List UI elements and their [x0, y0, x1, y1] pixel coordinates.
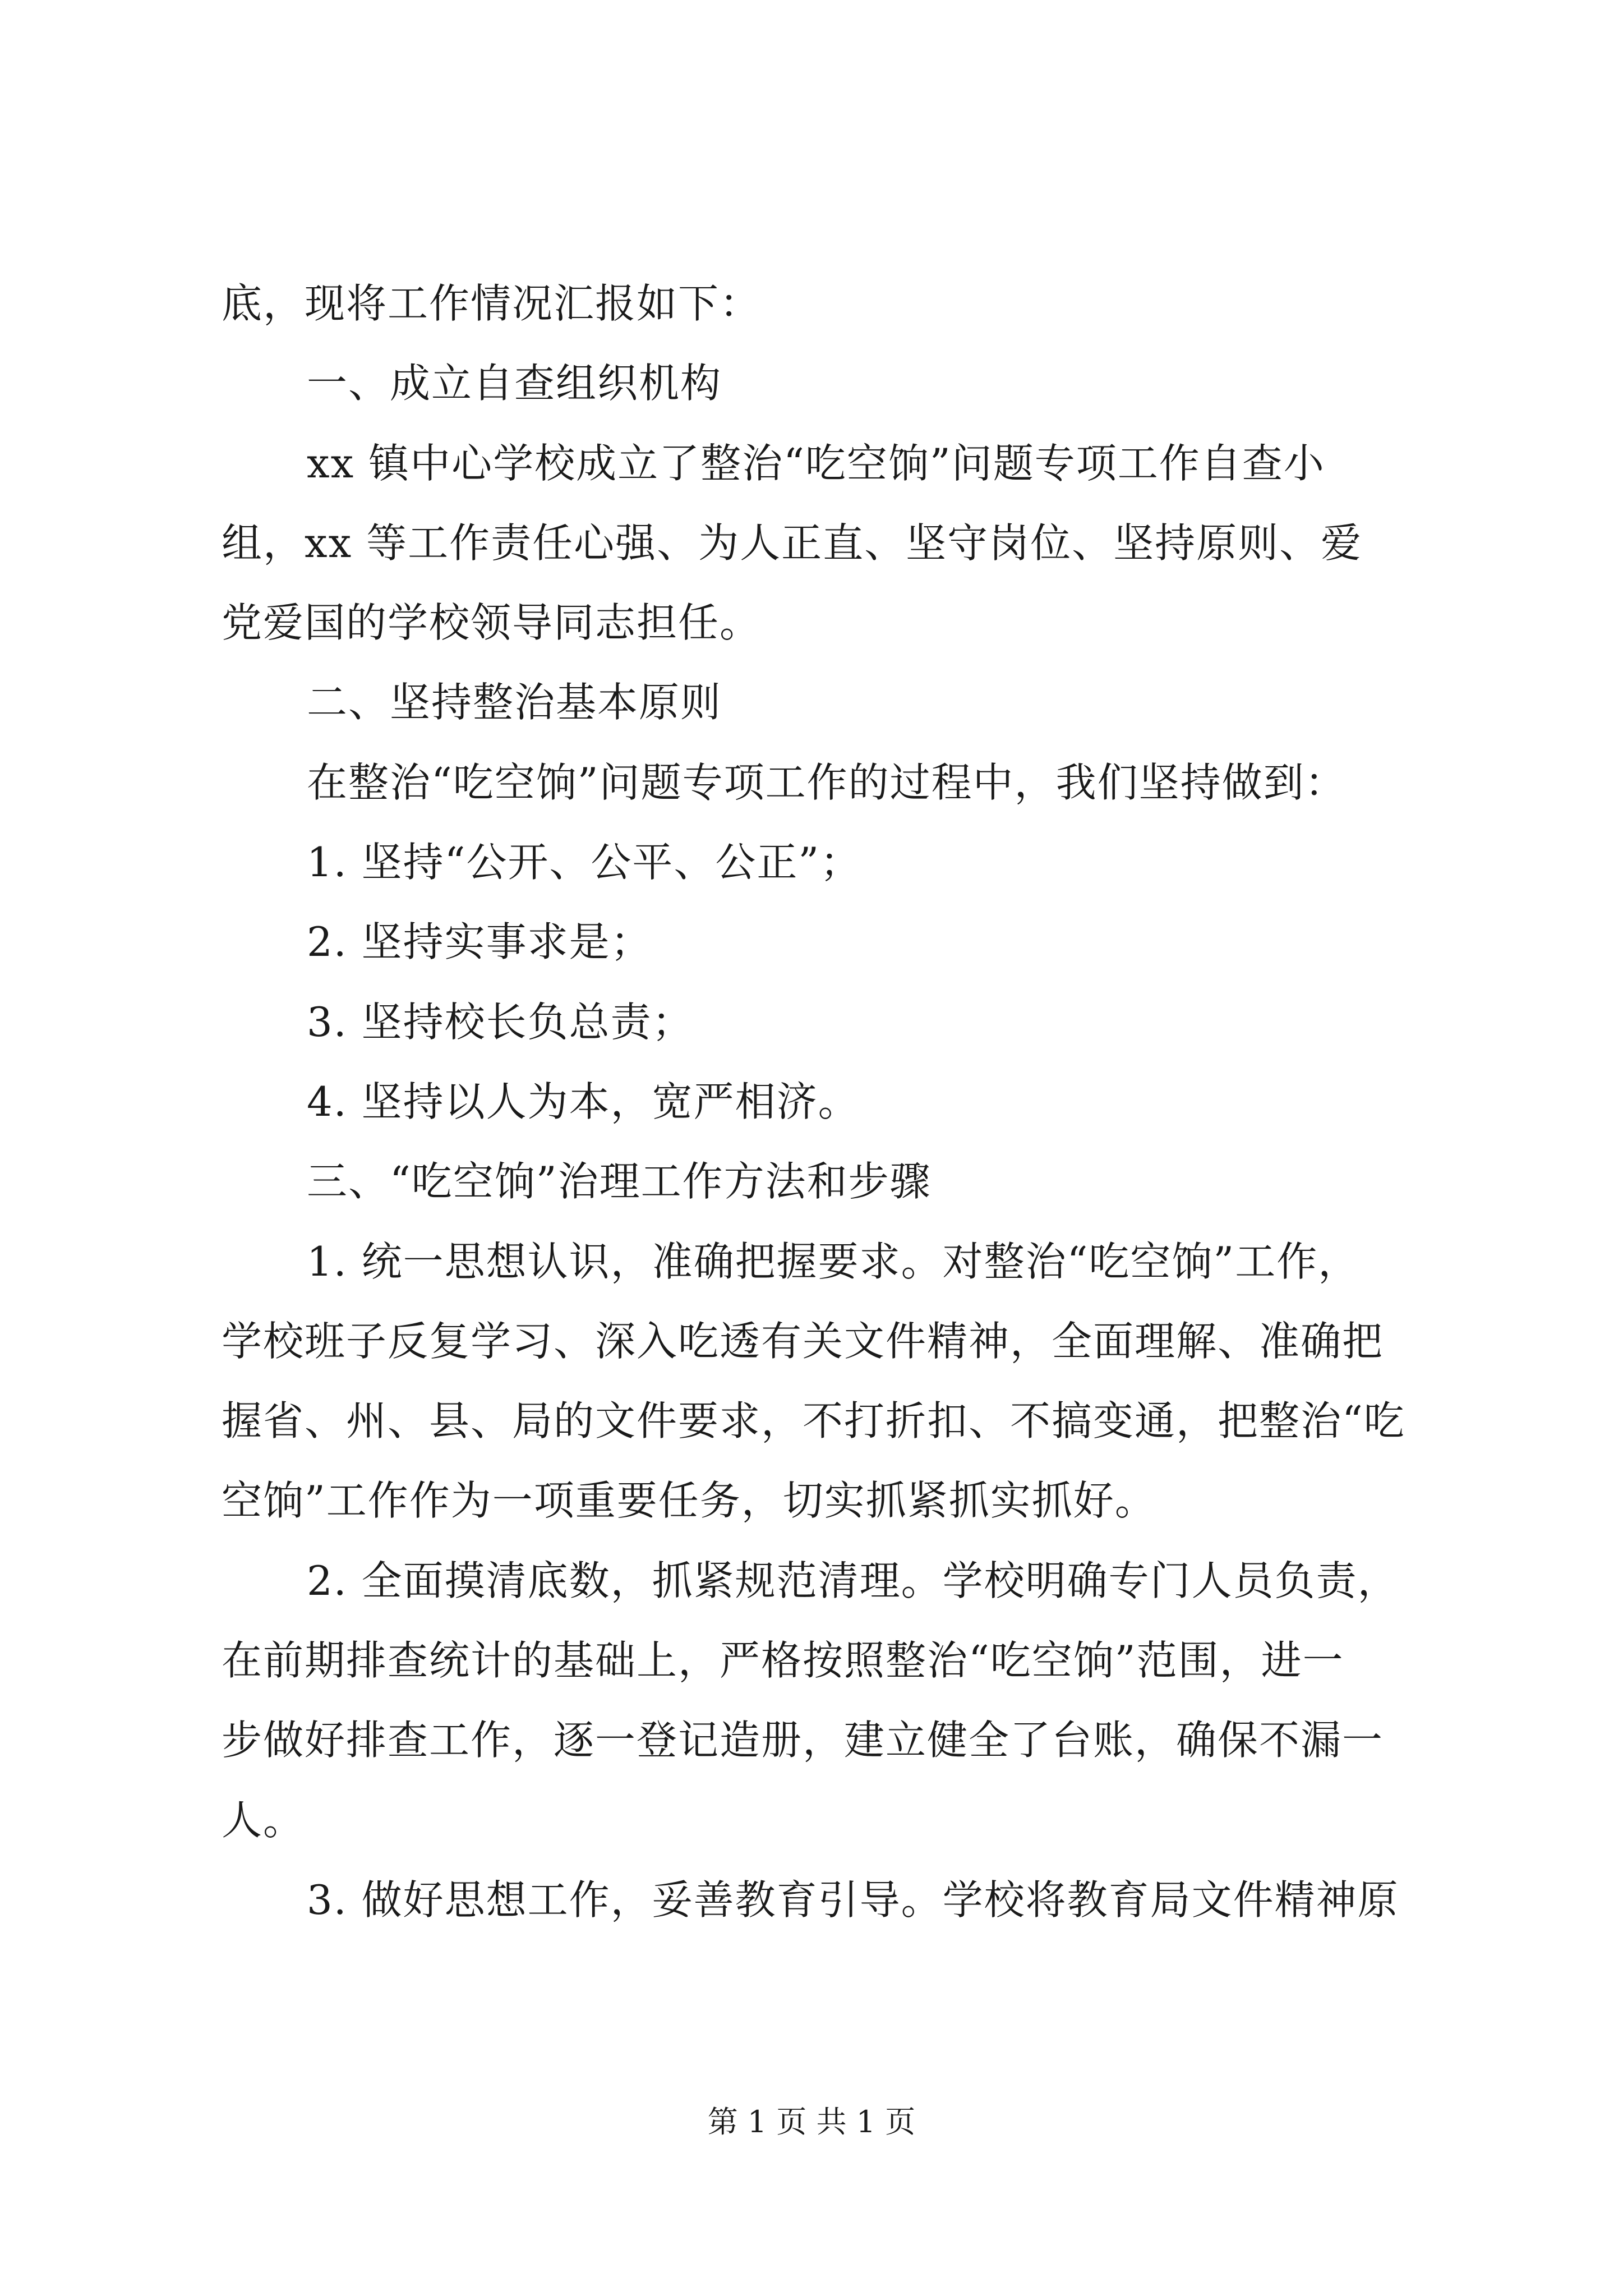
section-heading: 一、成立自查组织机构 [307, 360, 722, 407]
list-item: 4. 坚持以人为本，宽严相济。 [307, 1078, 860, 1125]
text-line: 3. 做好思想工作，妥善教育引导。学校将教育局文件精神原 [307, 1876, 1399, 1924]
text-line: 组，xx 等工作责任心强、为人正直、坚守岗位、坚持原则、爱 [222, 519, 1363, 567]
list-item: 1. 坚持“公开、公平、公正”； [307, 839, 862, 886]
text-line: 握省、州、县、局的文件要求，不打折扣、不搞变通，把整治“吃 [222, 1397, 1405, 1445]
text-line: 空饷”工作作为一项重要任务，切实抓紧抓实抓好。 [222, 1477, 1156, 1525]
list-item: 2. 坚持实事求是； [307, 918, 652, 966]
page-footer: 第 1 页 共 1 页 [707, 2104, 916, 2139]
text-line: 步做好排查工作，逐一登记造册，建立健全了台账，确保不漏一 [222, 1717, 1384, 1764]
text-line: 2. 全面摸清底数，抓紧规范清理。学校明确专门人员负责， [307, 1557, 1399, 1604]
text-line: 底，现将工作情况汇报如下： [222, 280, 762, 327]
text-line: 学校班子反复学习、深入吃透有关文件精神，全面理解、准确把 [222, 1317, 1384, 1365]
text-line: 人。 [222, 1796, 305, 1844]
document-body [222, 264, 1427, 1940]
text-line: 1. 统一思想认识，准确把握要求。对整治“吃空饷”工作， [307, 1237, 1360, 1285]
section-heading: 三、“吃空饷”治理工作方法和步骤 [307, 1158, 932, 1205]
text-line: 在整治“吃空饷”问题专项工作的过程中，我们坚持做到： [307, 758, 1347, 806]
section-heading: 二、坚持整治基本原则 [307, 679, 722, 726]
text-line: 党爱国的学校领导同志担任。 [222, 599, 762, 647]
text-line: xx 镇中心学校成立了整治“吃空饷”问题专项工作自查小 [307, 439, 1325, 487]
list-item: 3. 坚持校长负总责； [307, 998, 694, 1046]
text-line: 在前期排查统计的基础上，严格按照整治“吃空饷”范围，进一 [222, 1637, 1344, 1685]
